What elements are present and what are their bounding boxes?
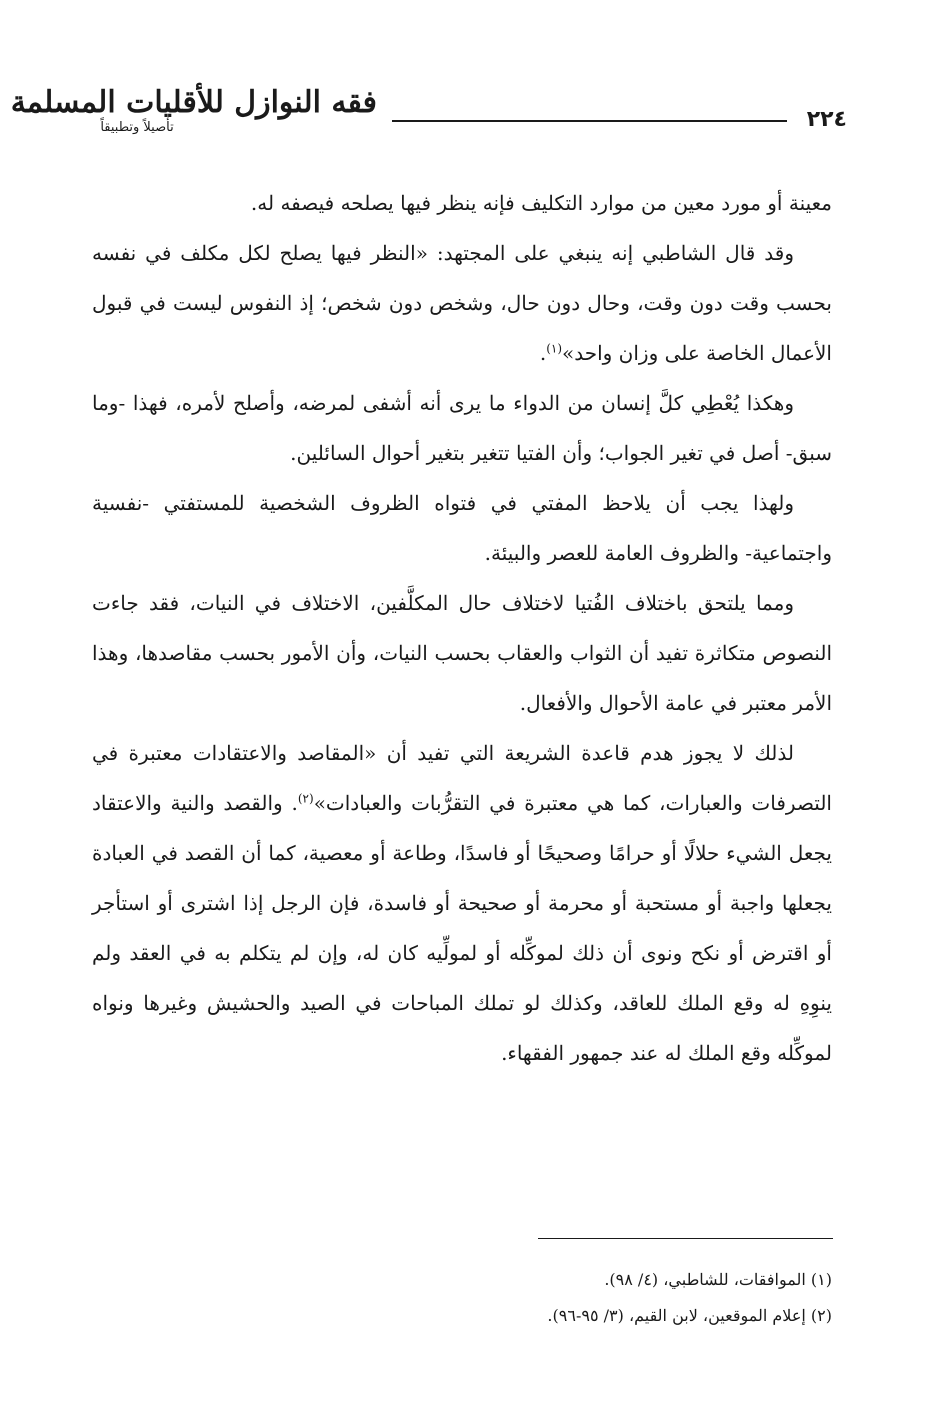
book-title: فقه النوازل للأقليات المسلمة bbox=[10, 85, 377, 120]
paragraph-text: لذلك لا يجوز هدم قاعدة الشريعة التي تفيد أن «المقاصد والاعتقادات معتبرة في التصرفات والعبارات، كما هي معتبرة في التقرُّبات والعبادات» bbox=[92, 741, 832, 815]
book-subtitle: تأصيلاً وتطبيقاً bbox=[100, 120, 174, 135]
paragraph bbox=[92, 578, 832, 728]
page-number: ٢٢٤ bbox=[806, 107, 847, 132]
paragraph bbox=[92, 178, 832, 228]
paragraph-text: معينة أو مورد معين من موارد التكليف فإنه ينظر فيها يصلحه فيصفه له. bbox=[250, 191, 832, 215]
paragraph-tail: . bbox=[539, 341, 547, 365]
paragraph bbox=[92, 728, 832, 1078]
footnote-reference[interactable]: (٢) bbox=[297, 791, 314, 806]
paragraph-text: وقد قال الشاطبي إنه ينبغي على المجتهد: «النظر فيها يصلح لكل مكلف في نفسه بحسب وقت دون وقت، وحال دون حال، وشخص دون شخص؛ إذ النفوس ليست في قبول الأعمال الخاصة على وزان واحد» bbox=[92, 241, 832, 365]
footnote-separator bbox=[538, 1238, 833, 1239]
book-title-block bbox=[10, 84, 377, 150]
paragraph-text: وهكذا يُعْطِي كلَّ إنسان من الدواء ما يرى أنه أشفى لمرضه، وأصلح لأمره، فهذا -وما سبق- أصل في تغير الجواب؛ وأن الفتيا تتغير بتغير أحوال السائلين. bbox=[92, 391, 832, 465]
paragraph bbox=[92, 228, 832, 378]
paragraph bbox=[92, 478, 832, 578]
footnote-reference[interactable]: (١) bbox=[546, 341, 563, 356]
paragraph-tail: . والقصد والنية والاعتقاد يجعل الشيء حلالًا أو حرامًا وصحيحًا أو فاسدًا، وطاعة أو معصية، كما أن القصد في العبادة يجعلها واجبة أو مستحبة أو محرمة أو صحيحة أو فاسدة، فإن الرجل إذا اشترى أو استأجر أو اقترض أو نكح ونوى أن ذلك لموكِّله أو لمولِّيه كان له، وإن لم يتكلم به في العقد ولم ينوِهِ له وقع الملك للعاقد، وكذلك لو تملك المباحات في الصيد والحشيش وغيرها ونواه لموكِّله وقع الملك له عند جمهور الفقهاء. bbox=[92, 791, 832, 1065]
paragraph-text: ومما يلتحق باختلاف الفُتيا لاختلاف حال المكلَّفين، الاختلاف في النيات، فقد جاءت النصوص متكاثرة تفيد أن الثواب والعقاب بحسب النيات، وأن الأمور بحسب مقاصدها، وهذا الأمر معتبر في عامة الأحوال والأفعال. bbox=[92, 591, 832, 715]
paragraph-text: ولهذا يجب أن يلاحظ المفتي في فتواه الظروف الشخصية للمستفتي -نفسية واجتماعية- والظروف العامة للعصر والبيئة. bbox=[92, 491, 832, 565]
footnote: (١) الموافقات، للشاطبي، (٤/ ٩٨). bbox=[604, 1270, 832, 1289]
main-text bbox=[92, 178, 832, 1078]
footnote: (٢) إعلام الموقعين، لابن القيم، (٣/ ٩٥-٩٦). bbox=[547, 1306, 832, 1325]
running-header bbox=[10, 84, 847, 154]
header-rule bbox=[392, 120, 787, 122]
footnotes bbox=[92, 1262, 832, 1334]
paragraph bbox=[92, 378, 832, 478]
